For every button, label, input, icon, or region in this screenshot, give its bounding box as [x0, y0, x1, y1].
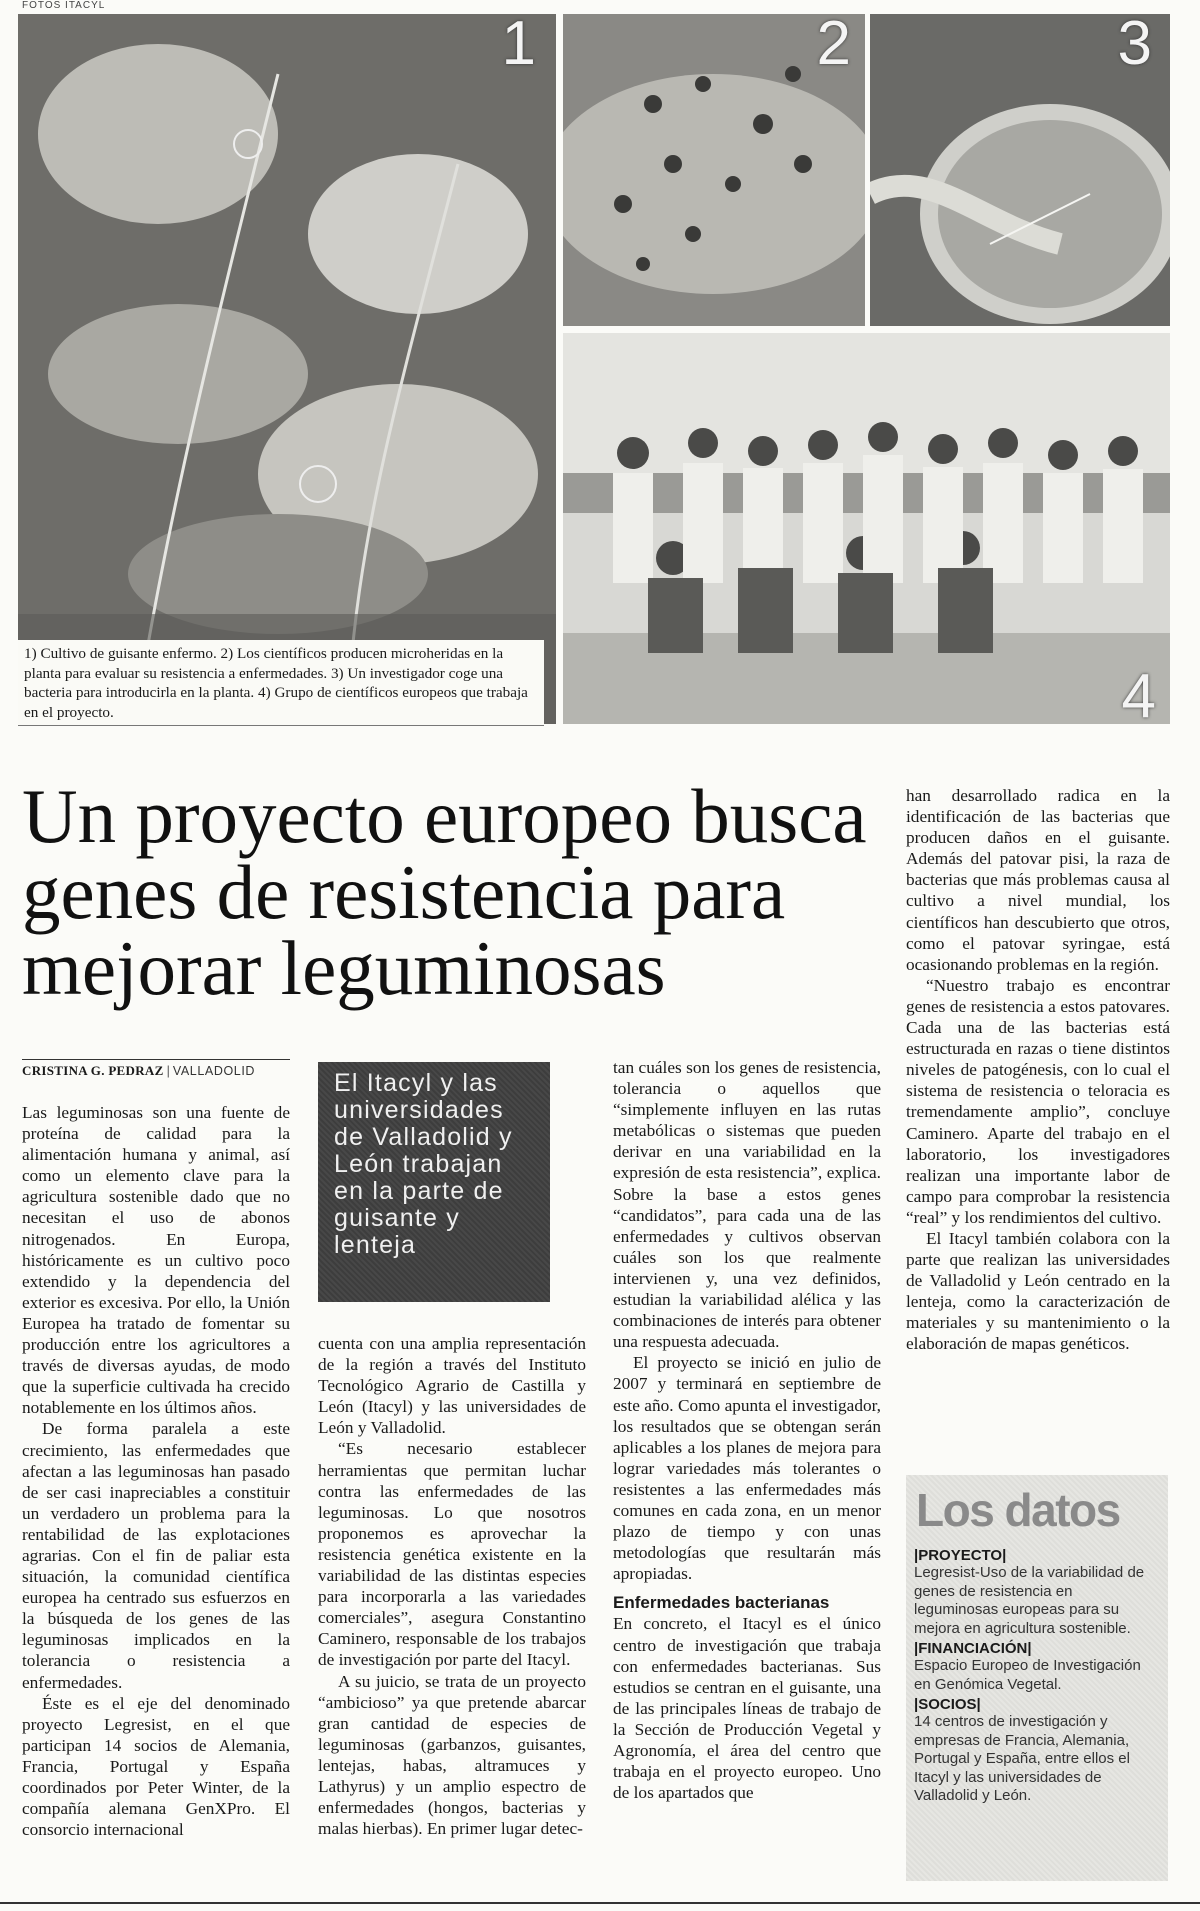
paragraph: En concreto, el Itacyl es el único centro de investigación que trabaja con enfermedades bacterianas. Sus estudios se centran en el guisante, una de las principales líneas de trabajo de la Sección de Producción Vegetal y Agronomía, el área del centro que trabaja en el proyecto europeo. Uno de los apartados que: [613, 1614, 881, 1803]
facts-box: [906, 1475, 1168, 1881]
paragraph: Éste es el eje del denominado proyecto Legresist, en el que participan 14 socios de Alemania, Francia, Portugal y España coordinados por Peter Winter, de la compañía alemana GenXPro. El consorcio internacional: [22, 1693, 290, 1840]
facts-label-partners: |SOCIOS|: [914, 1696, 981, 1713]
photo-number-2: 2: [816, 14, 851, 78]
article-column-1: [22, 1102, 290, 1840]
photo-group-scientists: [563, 333, 1170, 724]
byline: CRISTINA G. PEDRAZ | VALLADOLID: [22, 1059, 290, 1079]
paragraph: El Itacyl también colabora con la parte que realizan las universidades de Valladolid y León centrado en la lenteja, como la caracterización de materiales y su mantenimiento o la elaboración de mapas genéticos.: [906, 1228, 1170, 1354]
facts-text-partners: 14 centros de investigación y empresas de Francia, Alemania, Portugal y España, entre ellos el Itacyl y las universidades de Valladolid y León.: [914, 1713, 1130, 1804]
pull-quote: [318, 1062, 550, 1302]
bottom-rule: [0, 1902, 1200, 1904]
article-column-2: [318, 1333, 586, 1839]
pea-plant-image: [18, 14, 556, 724]
paragraph: El proyecto se inició en julio de 2007 y terminará en septiembre de este año. Como apunta el investigador, los resultados que se obtengan serán aplicables a los planes de mejora para lograr variedades más tolerantes o resistentes a las enfermedades más comunes en cada zona, en un menor plazo de tiempo y con unas metodologías que resultarán más apropiadas.: [613, 1353, 881, 1584]
photo-number-4: 4: [1121, 662, 1156, 724]
paragraph: “Es necesario establecer herramientas que permitan luchar contra las enfermedades de las leguminosas. Lo que nosotros proponemos es aprovechar la resistencia genética existente en la variabilidad de las distintas especies para incorporarla a las variedades comerciales”, asegura Constantino Caminero, responsable de los trabajos de investigación por parte del Itacyl.: [318, 1439, 586, 1670]
paragraph: cuenta con una amplia representación de la región a través del Instituto Tecnológico Agrario de Castilla y León (Itacyl) y las universidades de León y Valladolid.: [318, 1334, 586, 1438]
paragraph: han desarrollado radica en la identificación de las bacterias que producen daños en el guisante. Además del patovar pisi, la raza de bacterias que más problemas causa al cultivo a nivel mundial, los científicos han descubierto que otros, como el patovar syringae, está ocasionando problemas en la región.: [906, 786, 1170, 974]
photo-number-1: 1: [501, 14, 536, 78]
paragraph: Las leguminosas son una fuente de proteína de calidad para la alimentación humana y animal, así como un elemento clave para la agricultura sostenible dado que no necesitan el uso de abonos nitrogenados. En Europa, históricamente es un cultivo poco extendido y la dependencia del exterior es excesiva. Por ello, la Unión Europea ha tratado de fomentar su producción entre los agricultores a través de diversas ayudas, de modo que la superficie cultivada ha crecido notablemente en los últimos años.: [22, 1103, 290, 1418]
subhead-bacterial-diseases: Enfermedades bacterianas: [613, 1593, 830, 1613]
photo-leaf-microwounds: [563, 14, 865, 326]
facts-text-funding: Espacio Europeo de Investigación en Genómica Vegetal.: [914, 1657, 1141, 1693]
article-column-3: [613, 1057, 881, 1803]
facts-label-project: |PROYECTO|: [914, 1547, 1007, 1564]
photo-credit: FOTOS ITACYL: [22, 0, 106, 11]
paragraph: “Nuestro trabajo es encontrar genes de resistencia a estos patovares. Cada una de las bacterias está estructurada en razas o tiene distintos niveles de patogénesis, con lo cual el sistema de resistencia o teloracia es tremendamente amplio”, concluye Caminero. Aparte del trabajo en el laboratorio, los investigadores realizan una importante labor de campo para comprobar la resistencia “real” y los rendimientos del cultivo.: [906, 975, 1170, 1227]
photo-diseased-pea-crop: [18, 14, 556, 724]
photo-number-3: 3: [1117, 14, 1152, 78]
facts-label-funding: |FINANCIACIÓN|: [914, 1640, 1032, 1657]
group-photo-image: [563, 333, 1170, 724]
paragraph: De forma paralela a este crecimiento, las enfermedades que afectan a las leguminosas han pasado de ser casi inapreciables a constituir un verdadero un problema para la rentabilidad de las explotaciones agrarias. Con el fin de paliar esta situación, la comunidad científica europea ha centrado sus esfuerzos en la búsqueda de los genes de las leguminosas implicados en la tolerancia o resistencia a enfermedades.: [22, 1419, 290, 1692]
article-column-4: [906, 785, 1170, 1355]
author-name: CRISTINA G. PEDRAZ: [22, 1063, 164, 1078]
facts-text-project: Legresist-Uso de la variabilidad de genes de resistencia en leguminosas europeas para su mejora en agricultura sostenible.: [914, 1564, 1145, 1637]
photo-caption: 1) Cultivo de guisante enfermo. 2) Los científicos producen microheridas en la planta para evaluar su resistencia a enfermedades. 3) Un investigador coge una bacteria para introducirla en la planta. 4) Grupo de científicos europeos que trabaja en el proyecto.: [18, 640, 544, 726]
article-headline: Un proyecto europeo busca genes de resistencia para mejorar leguminosas: [22, 773, 867, 1011]
paragraph: A su juicio, se trata de un proyecto “ambicioso” ya que pretende abarcar gran cantidad de especies de leguminosas (garbanzos, guisantes, lentejas, habas, altramuces y Lathyrus) y un amplio espectro de enfermedades (hongos, bacterias y malas hierbas). En primer lugar detec-: [318, 1671, 586, 1839]
pull-quote-text: El Itacyl y las universidades de Valladolid y León trabajan en la parte de guisante y lenteja: [334, 1069, 513, 1259]
paragraph: tan cuáles son los genes de resistencia, tolerancia o aquellos que “simplemente influyen en las rutas metabólicas o sistemas que pueden derivar en una variabilidad en la expresión de esta resistencia”, explica. Sobre la base a estos genes “candidatos”, para cada una de las enfermedades y cultivos observan cuáles son los que realmente intervienen y, una vez definidos, estudian la variabilidad alélica y las combinaciones de interés para obtener una respuesta adecuada.: [613, 1058, 881, 1352]
photo-petri-dish: [870, 14, 1170, 326]
facts-title: Los datos: [916, 1484, 1120, 1536]
dateline-city: VALLADOLID: [172, 1064, 256, 1078]
